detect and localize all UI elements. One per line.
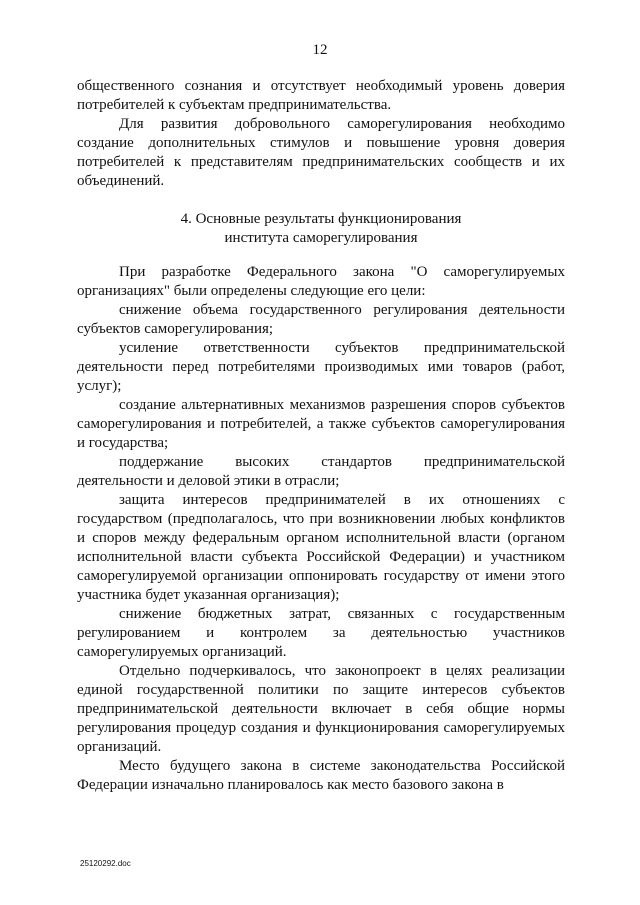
paragraph: общественного сознания и отсутствует необходимый уровень доверия потребителей к субъектам предпринимательства.: [77, 78, 565, 113]
list-item: поддержание высоких стандартов предпринимательской деятельности и деловой этики в отрасли;: [77, 454, 565, 489]
paragraph: Место будущего закона в системе законодательства Российской Федерации изначально планировалось как место базового закона в: [77, 758, 565, 793]
list-item: защита интересов предпринимателей в их отношениях с государством (предполагалось, что при возникновении любых конфликтов и споров между федеральным органом исполнительной власти (органом исполнительной власти субъекта Российской Федерации) и участником саморегулируемой организации оппонировать государству от имени этого участника будет указанная организация);: [77, 492, 565, 603]
list-item: создание альтернативных механизмов разрешения споров субъектов саморегулирования и потребителей, а также субъектов саморегулирования и государства;: [77, 397, 565, 451]
footer-filename: 25120292.doc: [80, 859, 131, 868]
list-item: усиление ответственности субъектов предпринимательской деятельности перед потребителями производимых ими товаров (работ, услуг);: [77, 340, 565, 394]
section-heading-line-1: 4. Основные результаты функционирования: [180, 211, 462, 227]
document-body: [77, 77, 565, 795]
list-item: снижение бюджетных затрат, связанных с государственным регулированием и контролем за деятельностью участников саморегулируемых организаций.: [77, 606, 565, 660]
paragraph: При разработке Федерального закона "О саморегулируемых организациях" были определены следующие его цели:: [77, 264, 565, 299]
section-heading-line-2: института саморегулирования: [224, 230, 418, 246]
section-heading: [77, 191, 565, 263]
paragraph: Отдельно подчеркивалось, что законопроект в целях реализации единой государственной политики по защите интересов субъектов предпринимательской деятельности включает в себя общие нормы регулирования процедур создания и функционирования саморегулируемых организаций.: [77, 663, 565, 755]
page-number: 12: [312, 42, 328, 58]
paragraph: Для развития добровольного саморегулирования необходимо создание дополнительных стимулов и повышение уровня доверия потребителей к представителям предпринимательских сообществ и их объединений.: [77, 116, 565, 189]
list-item: снижение объема государственного регулирования деятельности субъектов саморегулирования;: [77, 302, 565, 337]
